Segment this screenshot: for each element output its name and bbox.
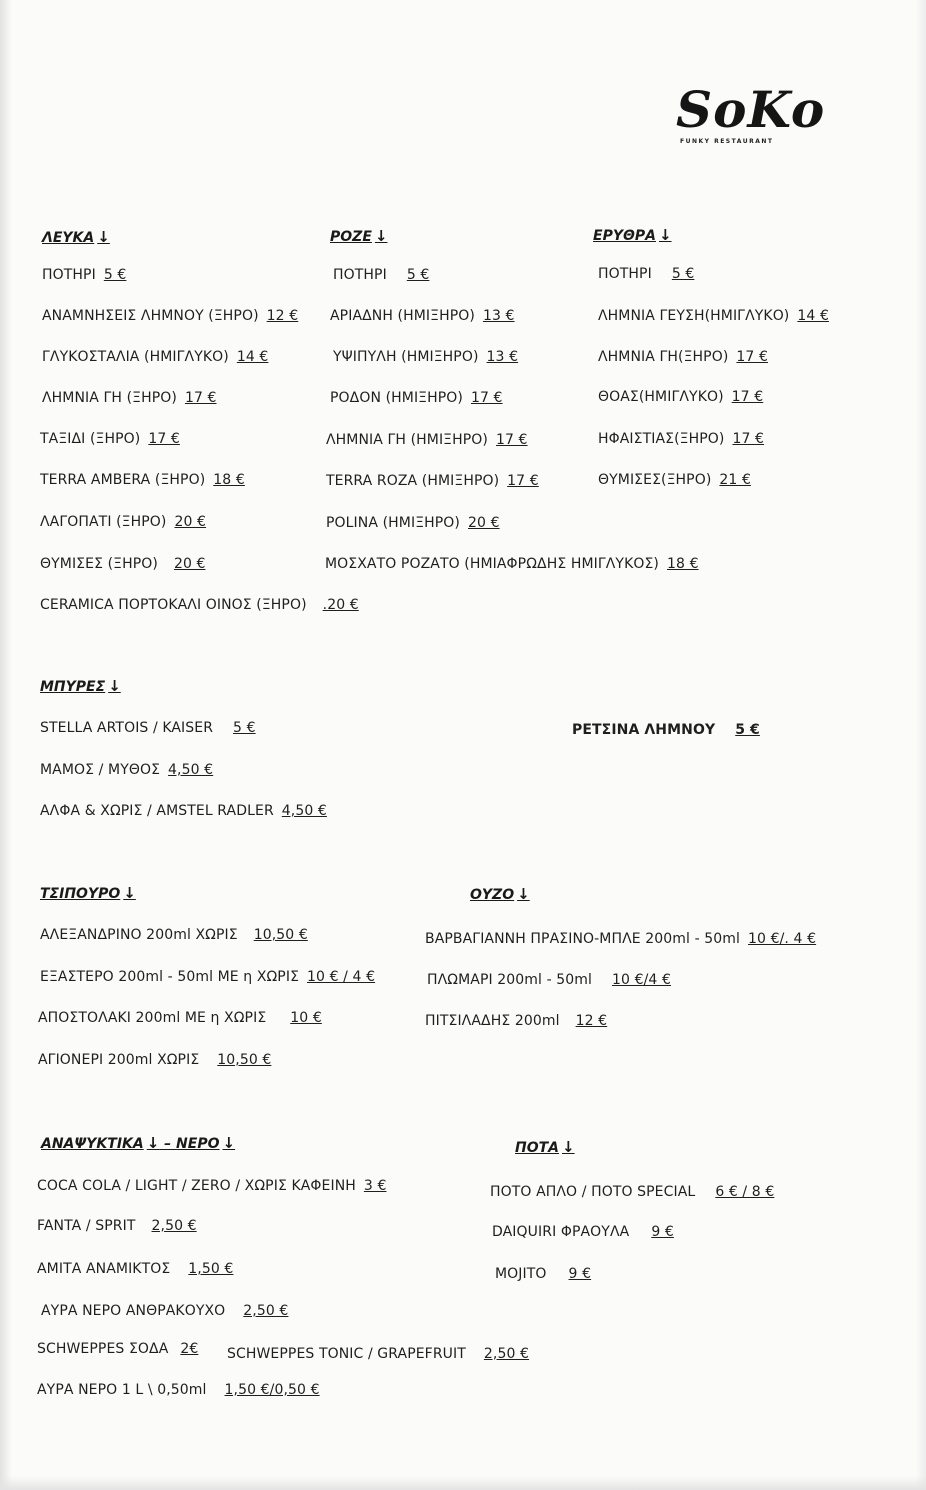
menu-item: ΜΟΣΧΑΤΟ ΡΟΖΑΤΟ (ΗΜΙΑΦΡΩΔΗΣ ΗΜΙΓΛΥΚΟΣ) 18 € [325,556,699,572]
menu-item: ΓΛΥΚΟΣΤΑΛΙΑ (ΗΜΙΓΛΥΚΟ) 14 € [42,349,269,365]
menu-item: SCHWEPPES TONIC / GRAPEFRUIT 2,50 € [227,1346,530,1362]
menu-item: ΛΑΓΟΠΑΤΙ (ΞΗΡΟ) 20 € [40,514,207,530]
section-title-pota: ΠΟΤΑ ↓ [515,1138,575,1156]
menu-item: TERRA ROZA (ΗΜΙΞΗΡΟ) 17 € [326,473,539,489]
section-title-lefka: ΛΕΥΚΑ ↓ [42,228,110,246]
down-arrow-icon: ↓ [97,228,110,246]
menu-item: FANTA / SPRIT 2,50 € [37,1218,197,1234]
menu-item: SCHWEPPES ΣΟΔΑ 2€ [37,1341,199,1357]
page-left-edge [0,0,12,1490]
menu-item: POLINA (ΗΜΙΞΗΡΟ) 20 € [326,515,500,531]
menu-item: ΛΗΜΝΙΑ ΓΗ (ΞΗΡΟ) 17 € [42,390,217,406]
menu-item: ΘΥΜΙΣΕΣ (ΞΗΡΟ) 20 € [40,556,206,572]
menu-item: ΑΡΙΑΔΝΗ (ΗΜΙΞΗΡΟ) 13 € [330,308,515,324]
menu-item: ΑΠΟΣΤΟΛΑΚΙ 200ml ΜΕ η ΧΩΡΙΣ 10 € [38,1010,322,1026]
down-arrow-icon: ↓ [562,1138,575,1156]
menu-item: ΡΟΔΟΝ (ΗΜΙΞΗΡΟ) 17 € [330,390,503,406]
down-arrow-icon: ↓ [222,1134,236,1152]
down-arrow-icon: ↓ [123,884,136,902]
menu-item: ΛΗΜΝΙΑ ΓΗ (ΗΜΙΞΗΡΟ) 17 € [326,432,528,448]
menu-item: ΑΛΦΑ & ΧΩΡΙΣ / AMSTEL RADLER 4,50 € [40,803,327,819]
menu-item: ΤΑΞΙΔΙ (ΞΗΡΟ) 17 € [40,431,180,447]
menu-item: DAIQUIRI ΦΡΑΟΥΛΑ 9 € [492,1224,674,1240]
menu-item: ΠΟΤΟ ΑΠΛΟ / ΠΟΤΟ SPECIAL 6 € / 8 € [490,1184,775,1200]
section-title-erythra: ΕΡΥΘΡΑ ↓ [593,226,672,244]
menu-item: ΑΥΡΑ ΝΕΡΟ 1 L \ 0,50ml 1,50 €/0,50 € [37,1382,320,1398]
menu-item: ΠΟΤΗΡΙ 5 € [333,267,430,283]
menu-item: ΑΜΙΤΑ ΑΝΑΜΙΚΤΟΣ 1,50 € [37,1261,234,1277]
down-arrow-icon: ↓ [658,226,672,244]
section-title-ouzo: ΟΥΖΟ ↓ [470,885,530,903]
page-right-edge [916,0,926,1490]
menu-item: ΑΛΕΞΑΝΔΡΙΝΟ 200ml ΧΩΡΙΣ 10,50 € [40,927,308,943]
menu-item: ΕΞΑΣΤΕΡΟ 200ml - 50ml ΜΕ η ΧΩΡΙΣ 10 € / 4 € [40,969,376,985]
menu-item: ΥΨΙΠΥΛΗ (ΗΜΙΞΗΡΟ) 13 € [333,349,519,365]
menu-item: ΘΟΑΣ(ΗΜΙΓΛΥΚΟ) 17 € [598,389,764,405]
menu-item: ΗΦΑΙΣΤΙΑΣ(ΞΗΡΟ) 17 € [598,431,765,447]
brand-tagline: FUNKY RESTAURANT [680,138,774,145]
menu-item: ΠΙΤΣΙΛΑΔΗΣ 200ml 12 € [425,1013,608,1029]
down-arrow-icon: ↓ [146,1134,160,1152]
menu-item: ΛΗΜΝΙΑ ΓΗ(ΞΗΡΟ) 17 € [598,349,768,365]
menu-item: ΛΗΜΝΙΑ ΓΕΥΣΗ(ΗΜΙΓΛΥΚΟ) 14 € [598,308,829,324]
page-bottom-edge [0,1476,926,1490]
menu-item: ΠΟΤΗΡΙ 5 € [42,267,127,283]
menu-item: ΘΥΜΙΣΕΣ(ΞΗΡΟ) 21 € [598,472,751,488]
section-title-tsipouro: ΤΣΙΠΟΥΡΟ ↓ [40,884,136,902]
down-arrow-icon: ↓ [108,677,121,695]
menu-item: ΑΝΑΜΝΗΣΕΙΣ ΛΗΜΝΟΥ (ΞΗΡΟ) 12 € [42,308,299,324]
menu-item: ΠΟΤΗΡΙ 5 € [598,266,695,282]
menu-item: ΠΛΩΜΑΡΙ 200ml - 50ml 10 €/4 € [427,972,671,988]
section-title-roze: ΡΟΖΕ ↓ [330,227,388,245]
menu-item: ΑΥΡΑ ΝΕΡΟ ΑΝΘΡΑΚΟΥΧΟ 2,50 € [41,1303,289,1319]
section-title-anapsyktika: ΑΝΑΨΥΚΤΙΚΑ ↓ – ΝΕΡΟ ↓ [41,1134,236,1152]
menu-item: CERAMICA ΠΟΡΤΟΚΑΛΙ ΟΙΝΟΣ (ΞΗΡΟ) .20 € [40,597,359,613]
menu-item: ΜΑΜΟΣ / ΜΥΘΟΣ 4,50 € [40,762,214,778]
down-arrow-icon: ↓ [517,885,530,903]
menu-item: STELLA ARTOIS / KAISER 5 € [40,720,256,736]
menu-item: COCA COLA / LIGHT / ZERO / ΧΩΡΙΣ ΚΑΦΕΙΝΗ 3 € [37,1178,387,1194]
down-arrow-icon: ↓ [374,227,388,245]
menu-item: ΜΟJΙΤΟ 9 € [495,1266,592,1282]
menu-item: ΑΓΙΟΝΕΡΙ 200ml ΧΩΡΙΣ 10,50 € [38,1052,272,1068]
menu-item: TERRA AMBERA (ΞΗΡΟ) 18 € [40,472,245,488]
menu-item-retsina: ΡΕΤΣΙΝΑ ΛΗΜΝΟΥ 5 € [572,722,760,738]
section-title-bires: ΜΠΥΡΕΣ ↓ [40,677,121,695]
brand-name: SoKo [676,80,826,139]
menu-item: ΒΑΡΒΑΓΙΑΝΝΗ ΠΡΑΣΙΝΟ-ΜΠΛΕ 200ml - 50ml 10 €/. 4 € [425,931,817,947]
brand-logo [676,82,836,152]
